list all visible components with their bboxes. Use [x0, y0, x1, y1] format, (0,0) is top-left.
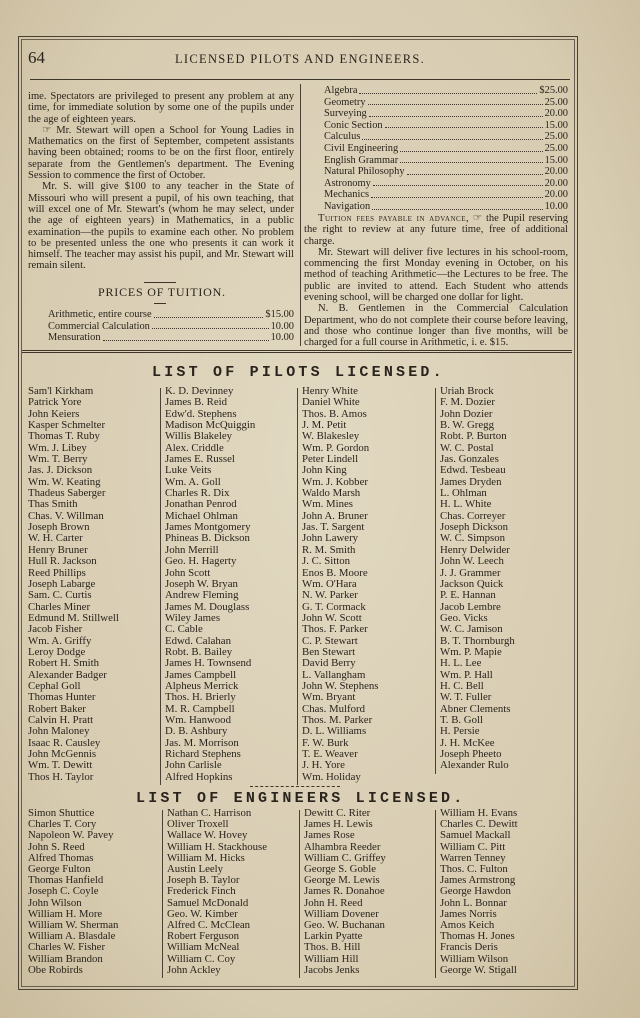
divider	[154, 303, 166, 304]
list-item: Reed Phillips	[28, 566, 86, 579]
price-row	[324, 155, 568, 167]
list-item: Jas. J. Dickson	[28, 464, 93, 477]
name-column	[440, 386, 515, 772]
price-label: Astronomy	[324, 177, 371, 189]
list-item: John Maloney	[28, 725, 90, 738]
list-item: H. L. Lee	[440, 657, 482, 670]
list-item: Francis Deris	[440, 941, 498, 954]
list-item: Wm. W. Keating	[28, 475, 101, 488]
paragraph: N. B. Gentlemen in the Commercial Calculation Department, who do not complete their course before leaving, and those who continue longer than five months, will be charged for a full course in Arithmetic, i. e. $15.	[304, 303, 568, 349]
list-item: James B. Reid	[165, 396, 228, 409]
list-item: John S. Reed	[28, 840, 85, 853]
list-item: Thos. H. Brierly	[165, 691, 236, 704]
price-amount: 20.00	[544, 108, 568, 120]
name-column	[304, 808, 386, 976]
price-label: Civil Engineering	[324, 142, 399, 154]
list-item: Wm. A. Griffy	[28, 634, 92, 647]
page-number: 64	[28, 48, 45, 67]
list-item: William Dovener	[304, 907, 379, 920]
price-label: Mechanics	[324, 189, 370, 201]
list-item: William Wilson	[440, 952, 509, 965]
list-item: H. C. Bell	[440, 679, 484, 692]
price-row	[324, 166, 568, 178]
list-item: Luke Veits	[165, 464, 212, 477]
list-item: T. E. Weaver	[302, 748, 358, 760]
list-item: Alhambra Reeder	[304, 840, 381, 853]
name-column	[165, 386, 255, 783]
list-item: Thos. B. Amos	[302, 407, 367, 420]
leader-dots	[103, 332, 269, 341]
list-item: R. M. Smith	[302, 543, 356, 556]
list-item: Robt. B. Bailey	[165, 645, 233, 658]
column-divider	[297, 388, 298, 785]
list-item: James Armstrong	[440, 874, 516, 887]
list-item: Samuel McDonald	[167, 896, 249, 909]
leader-dots	[152, 321, 269, 330]
list-item: Joseph Dickson	[440, 521, 509, 534]
list-item: J. J. Grammer	[440, 566, 501, 579]
leader-dots	[400, 143, 542, 152]
list-item: J. M. Petit	[302, 419, 347, 432]
list-item: Obe Robirds	[28, 963, 83, 976]
list-item: Chas. Correyer	[440, 509, 506, 522]
list-item: Charles C. Dewitt	[440, 818, 518, 831]
header-rule	[30, 79, 570, 80]
engineers-title: LIST OF ENGINEERS LICENSED.	[136, 790, 466, 807]
list-item: John L. Bonnar	[440, 896, 507, 909]
price-row	[324, 178, 568, 190]
list-item: Calvin H. Pratt	[28, 713, 94, 726]
column-divider	[160, 388, 161, 785]
list-item: Warren Tenney	[440, 851, 506, 864]
list-item: Joseph C. Coyle	[28, 885, 99, 898]
list-item: Wm. P. Hall	[440, 668, 493, 681]
price-amount: 25.00	[544, 96, 568, 108]
list-item: B. T. Thornburgh	[440, 634, 515, 647]
list-item: M. R. Campbell	[165, 702, 235, 715]
list-item: William Brandon	[28, 952, 103, 965]
price-row	[324, 120, 568, 132]
list-item: Austin Leely	[167, 863, 224, 876]
list-item: William C. Pitt	[440, 840, 506, 853]
prices-title: PRICES OF TUITION.	[98, 285, 226, 299]
price-row	[324, 143, 568, 155]
list-item: Alfred Thomas	[28, 851, 94, 864]
column-divider	[162, 810, 163, 978]
list-item: Thos. F. Parker	[302, 623, 368, 636]
list-item: Waldo Marsh	[302, 487, 361, 500]
list-item: D. B. Ashbury	[165, 725, 228, 738]
name-column	[167, 808, 267, 976]
list-item: James Norris	[440, 907, 497, 920]
list-item: Isaac R. Causley	[28, 736, 101, 749]
list-item: William H. More	[28, 907, 103, 920]
list-item: F. M. Dozier	[440, 396, 495, 409]
paragraph: ime. Spectators are privileged to present any problem at any time, for immediate solution by some one of the pupils under the age of eighteen years.	[28, 91, 294, 125]
price-amount: 15.00	[544, 119, 568, 131]
list-item: Henry Bruner	[28, 543, 88, 556]
leader-dots	[373, 178, 543, 187]
list-item: John W. Leech	[440, 555, 504, 568]
price-row	[324, 85, 568, 97]
list-item: William H. Evans	[440, 807, 518, 819]
paragraph: ☞ Mr. Stewart will open a School for Young Ladies in Mathematics on the first of September, competent assistants having been obtained; rooms to be on the first floor, entirely separate from the Gentlemen's department. The Evening Session to commence the first of October.	[28, 124, 294, 182]
list-item: W. H. Carter	[28, 532, 83, 545]
list-item: Joseph Labarge	[28, 577, 96, 590]
list-item: W. Blakesley	[302, 430, 360, 443]
leader-dots	[400, 155, 542, 164]
paragraph: Mr. Stewart will deliver five lectures in his school-room, commencing the first Monday evening in October, on his method of teaching Arithmetic—the Lectures to be free. The public are invited to attend. Each Student who attends evening school, will be charged one dollar for light.	[304, 246, 568, 304]
list-item: James H. Lewis	[304, 818, 373, 831]
price-row	[48, 309, 294, 321]
list-item: C. P. Stewart	[302, 634, 358, 647]
list-item: James E. Russel	[165, 453, 235, 466]
leader-dots	[368, 97, 543, 106]
list-item: Enos B. Moore	[302, 566, 368, 579]
list-item: John Merrill	[165, 543, 219, 556]
list-item: Geo. W. Kimber	[167, 907, 238, 920]
list-item: Jacob Lembre	[440, 600, 501, 613]
price-amount: 25.00	[544, 131, 568, 143]
list-item: William W. Sherman	[28, 919, 119, 932]
list-item: John McGennis	[28, 748, 97, 760]
list-item: Samuel Mackall	[440, 829, 511, 842]
list-item: N. W. Parker	[302, 589, 358, 602]
leader-dots	[371, 189, 543, 198]
price-amount: $15.00	[265, 309, 294, 320]
list-item: William H. Stackhouse	[167, 840, 268, 853]
price-label: Algebra	[324, 85, 358, 96]
list-item: J. H. Yore	[302, 759, 345, 772]
list-item: Thomas Hunter	[28, 691, 96, 704]
list-item: James H. Townsend	[165, 657, 252, 670]
list-item: T. B. Goll	[440, 713, 483, 726]
list-item: Jackson Quick	[440, 577, 504, 590]
list-item: Edmund M. Stillwell	[28, 611, 119, 624]
list-item: Cephal Goll	[28, 679, 81, 692]
list-item: Wm. A. Goll	[165, 475, 221, 488]
list-item: Edwd. Calahan	[165, 634, 231, 647]
list-item: William McNeal	[167, 941, 240, 954]
list-item: W. C. Jamison	[440, 623, 503, 636]
paragraph: Mr. S. will give $100 to any teacher in the State of Missouri who will present a pupil, of his own teaching, that will excel one of Mr. Stewart's (whom he may select, under the age of eighteen years) in Mathematics, in a public examination—the pupils to examine each other. No problem to be presented unless the one who presents it can work it himself. The teacher may assist his pupil, and Mr. Stewart will remain silent.	[28, 181, 294, 272]
list-item: Charles R. Dix	[165, 487, 230, 500]
list-item: F. W. Burk	[302, 736, 349, 749]
list-item: John Carlisle	[165, 759, 222, 772]
list-item: Geo. Vicks	[440, 611, 488, 624]
list-item: J. C. Sitton	[302, 555, 351, 568]
fees-rest: ☞ the Pupil reserving the right to review at any future time, free of additional charge.	[304, 213, 568, 247]
list-item: Wm. J. Libey	[28, 441, 87, 454]
right-price-list	[324, 85, 568, 213]
list-item: Jacobs Jenks	[304, 963, 360, 976]
list-item: George W. Stigall	[440, 963, 517, 976]
leader-dots	[407, 166, 543, 175]
list-item: George S. Goble	[304, 863, 377, 876]
left-text-column	[28, 91, 294, 272]
list-item: Thomas Hanfield	[28, 874, 104, 887]
list-item: Daniel White	[302, 396, 360, 409]
price-label: Geometry	[324, 96, 366, 108]
price-label: Natural Philosophy	[324, 166, 405, 178]
name-column	[440, 808, 518, 976]
list-item: Edwd. Tesbeau	[440, 464, 506, 477]
list-item: Andrew Fleming	[165, 589, 239, 602]
list-item: Joseph B. Taylor	[167, 874, 240, 887]
price-label: Arithmetic, entire course	[48, 309, 152, 320]
list-item: Wm. Holiday	[302, 770, 361, 783]
list-item: Thos. M. Parker	[302, 713, 373, 726]
column-divider	[299, 810, 300, 978]
column-divider	[300, 84, 301, 346]
list-item: John Dozier	[440, 407, 493, 420]
price-amount: 15.00	[544, 154, 568, 166]
list-item: Wm. Hanwood	[165, 713, 231, 726]
price-label: Commercial Calculation	[48, 320, 150, 332]
column-divider	[435, 388, 436, 774]
price-amount: 10.00	[544, 200, 568, 212]
list-item: Wallace W. Hovey	[167, 829, 248, 842]
list-item: Jas. M. Morrison	[165, 736, 239, 749]
list-item: Sam'l Kirkham	[28, 385, 94, 397]
list-item: John Scott	[165, 566, 211, 579]
list-item: Geo. H. Hagerty	[165, 555, 237, 568]
list-item: Sam. C. Curtis	[28, 589, 92, 602]
list-item: W. C. Simpson	[440, 532, 505, 545]
price-label: Calculus	[324, 131, 361, 143]
list-item: Jas. Gonzales	[440, 453, 499, 466]
list-item: George Fulton	[28, 863, 91, 876]
list-item: Dewitt C. Riter	[304, 807, 371, 819]
list-item: Joseph Pheeto	[440, 748, 502, 760]
price-label: Surveying	[324, 108, 367, 120]
price-label: Mensuration	[48, 332, 101, 344]
list-item: Wm. Bryant	[302, 691, 356, 704]
price-row	[324, 108, 568, 120]
list-item: William M. Hicks	[167, 851, 245, 864]
list-item: Wm. P. Mapie	[440, 645, 502, 658]
section-rule	[22, 350, 572, 353]
list-item: J. H. McKee	[440, 736, 495, 749]
list-item: Michael Ohlman	[165, 509, 238, 522]
pilots-title: LIST OF PILOTS LICENSED.	[152, 364, 445, 381]
price-label: Navigation	[324, 200, 371, 212]
price-row	[324, 201, 568, 213]
list-item: William C. Griffey	[304, 851, 386, 864]
price-amount: 10.00	[270, 332, 294, 344]
leader-dots	[362, 131, 542, 140]
list-item: Jacob Fisher	[28, 623, 83, 636]
price-row	[48, 332, 294, 344]
leader-dots	[359, 85, 537, 94]
list-item: H. L. White	[440, 498, 492, 511]
list-item: Alfred C. McClean	[167, 919, 251, 932]
list-item: Thos H. Taylor	[28, 770, 94, 783]
list-item: Joseph Brown	[28, 521, 90, 534]
list-item: Alfred Hopkins	[165, 770, 233, 783]
list-item: Chas. V. Willman	[28, 509, 104, 522]
list-item: Thos. C. Fulton	[440, 863, 508, 876]
list-item: Uriah Brock	[440, 385, 494, 397]
price-amount: 20.00	[544, 166, 568, 178]
list-item: Thas Smith	[28, 498, 78, 511]
list-item: James M. Douglass	[165, 600, 250, 613]
list-item: Robert Baker	[28, 702, 86, 715]
price-amount: 25.00	[544, 142, 568, 154]
list-item: P. E. Hannan	[440, 589, 496, 602]
list-item: Jas. T. Sargent	[302, 521, 365, 534]
list-item: Charles Miner	[28, 600, 91, 613]
list-item: George Hawdon	[440, 885, 511, 898]
list-item: Joseph W. Bryan	[165, 577, 238, 590]
left-price-list	[48, 309, 294, 344]
divider	[250, 786, 340, 787]
list-item: W. C. Postal	[440, 441, 494, 454]
list-item: James Rose	[304, 829, 355, 842]
list-item: Charles T. Cory	[28, 818, 97, 831]
leader-dots	[372, 201, 542, 210]
list-item: Madison McQuiggin	[165, 419, 256, 432]
list-item: John W. Scott	[302, 611, 362, 624]
list-item: Alpheus Merrick	[165, 679, 239, 692]
list-item: Thomas T. Ruby	[28, 430, 100, 443]
price-row	[48, 321, 294, 333]
price-amount: $25.00	[539, 85, 568, 96]
list-item: Chas. Mulford	[302, 702, 365, 715]
list-item: Geo. W. Buchanan	[304, 919, 385, 932]
list-item: Napoleon W. Pavey	[28, 829, 114, 842]
list-item: John King	[302, 464, 347, 477]
list-item: Phineas B. Dickson	[165, 532, 250, 545]
price-amount: 20.00	[544, 177, 568, 189]
leader-dots	[154, 309, 264, 318]
list-item: John Wilson	[28, 896, 82, 909]
list-item: Willis Blakeley	[165, 430, 233, 443]
list-item: Amos Keich	[440, 919, 495, 932]
list-item: Wm. O'Hara	[302, 577, 357, 590]
list-item: Henry Delwider	[440, 543, 510, 556]
list-item: Richard Stephens	[165, 748, 241, 760]
list-item: Abner Clements	[440, 702, 511, 715]
list-item: William Hill	[304, 952, 359, 965]
list-item: K. D. Devinney	[165, 385, 234, 397]
list-item: Ben Stewart	[302, 645, 356, 658]
list-item: Robert Ferguson	[167, 930, 240, 943]
list-item: William C. Coy	[167, 952, 236, 965]
list-item: Peter Lindell	[302, 453, 359, 466]
list-item: James Montgomery	[165, 521, 251, 534]
leader-dots	[385, 120, 543, 129]
list-item: Wm. Mines	[302, 498, 353, 511]
list-item: Robt. P. Burton	[440, 430, 507, 443]
price-row	[324, 189, 568, 201]
leader-dots	[369, 108, 543, 117]
list-item: W. T. Fuller	[440, 691, 492, 704]
list-item: Simon Shuttice	[28, 807, 95, 819]
divider	[144, 282, 176, 283]
right-text-column	[304, 213, 568, 349]
list-item: Edw'd. Stephens	[165, 407, 237, 420]
list-item: John Lawery	[302, 532, 359, 545]
list-item: Kasper Schmelter	[28, 419, 106, 432]
name-column	[28, 386, 119, 783]
list-item: Wm. P. Gordon	[302, 441, 370, 454]
list-item: James Dryden	[440, 475, 502, 488]
list-item: James R. Donahoe	[304, 885, 385, 898]
fees-lead: Tuition fees payable in advance,	[318, 213, 470, 224]
list-item: Nathan C. Harrison	[167, 807, 252, 819]
list-item: John Keiers	[28, 407, 80, 420]
column-divider	[435, 810, 436, 978]
price-amount: 10.00	[270, 320, 294, 332]
list-item: James Campbell	[165, 668, 237, 681]
list-item: Oliver Troxell	[167, 818, 229, 831]
list-item: Hull R. Jackson	[28, 555, 97, 568]
list-item: Frederick Finch	[167, 885, 236, 898]
running-title: LICENSED PILOTS AND ENGINEERS.	[175, 52, 426, 66]
price-label: English Grammar	[324, 154, 399, 166]
name-column	[302, 386, 379, 783]
list-item: Larkin Pyatte	[304, 930, 363, 943]
list-item: George M. Lewis	[304, 874, 380, 887]
list-item: G. T. Cormack	[302, 600, 366, 613]
list-item: Alex. Criddle	[165, 441, 224, 454]
list-item: H. Persie	[440, 725, 480, 738]
list-item: Alexander Badger	[28, 668, 107, 681]
list-item: Robert H. Smith	[28, 657, 100, 670]
list-item: William A. Blasdale	[28, 930, 116, 943]
list-item: Alexander Rulo	[440, 759, 509, 772]
price-amount: 20.00	[544, 189, 568, 201]
list-item: Wm. T. Dewitt	[28, 759, 93, 772]
list-item: Wiley James	[165, 611, 221, 624]
list-item: Wm. T. Berry	[28, 453, 88, 466]
name-column	[28, 808, 118, 976]
price-row	[324, 131, 568, 143]
list-item: L. Vallangham	[302, 668, 366, 681]
list-item: Patrick Yore	[28, 396, 82, 409]
list-item: Thadeus Saberger	[28, 487, 106, 500]
price-label: Conic Section	[324, 119, 383, 131]
price-row	[324, 97, 568, 109]
list-item: John Ackley	[167, 963, 221, 976]
list-item: B. W. Gregg	[440, 419, 494, 432]
list-item: John W. Stephens	[302, 679, 379, 692]
list-item: Thomas H. Jones	[440, 930, 515, 943]
list-item: John A. Bruner	[302, 509, 368, 522]
list-item: Wm. J. Kobber	[302, 475, 368, 488]
list-item: D. L. Williams	[302, 725, 367, 738]
list-item: Jonathan Penrod	[165, 498, 237, 511]
list-item: David Berry	[302, 657, 356, 670]
list-item: Leroy Dodge	[28, 645, 86, 658]
list-item: Henry White	[302, 385, 358, 397]
list-item: Charles W. Fisher	[28, 941, 106, 954]
list-item: C. Cable	[165, 623, 203, 636]
list-item: John H. Reed	[304, 896, 363, 909]
list-item: L. Ohlman	[440, 487, 487, 500]
list-item: Thos. B. Hill	[304, 941, 361, 954]
